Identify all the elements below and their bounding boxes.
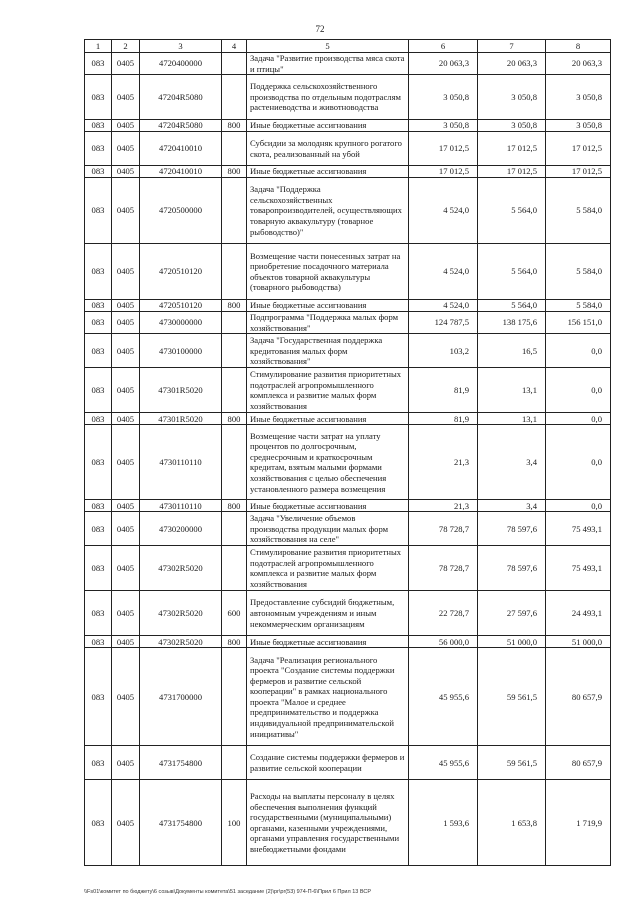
target-article-cell: 4720500000 [140, 178, 222, 244]
expense-type-cell: 800 [222, 636, 247, 648]
table-row [85, 53, 611, 75]
expense-type-cell [222, 512, 247, 546]
target-article-cell: 47301R5020 [140, 368, 222, 413]
section-code-cell: 0405 [112, 591, 140, 636]
expense-type-cell [222, 334, 247, 368]
section-code-cell: 0405 [112, 413, 140, 425]
amount-year-3-cell: 5 584,0 [546, 244, 611, 300]
admin-code-cell: 083 [85, 166, 112, 178]
expense-type-cell [222, 746, 247, 780]
admin-code-cell: 083 [85, 425, 112, 500]
admin-code-cell: 083 [85, 648, 112, 746]
amount-year-3-cell: 0,0 [546, 413, 611, 425]
expense-type-cell [222, 312, 247, 334]
section-code-cell: 0405 [112, 648, 140, 746]
amount-year-3-cell: 0,0 [546, 334, 611, 368]
admin-code-cell: 083 [85, 746, 112, 780]
admin-code-cell: 083 [85, 312, 112, 334]
expense-type-cell: 800 [222, 120, 247, 132]
target-article-cell: 4730110110 [140, 425, 222, 500]
table-row [85, 413, 611, 425]
table-row [85, 648, 611, 746]
section-code-cell: 0405 [112, 312, 140, 334]
admin-code-cell: 083 [85, 244, 112, 300]
table-row [85, 591, 611, 636]
description-cell: Задача "Государственная поддержка кредитования малых форм хозяйствования" [247, 334, 409, 368]
column-header-2: 2 [112, 40, 140, 53]
amount-year-2-cell: 5 564,0 [478, 178, 546, 244]
section-code-cell: 0405 [112, 780, 140, 866]
expense-type-cell: 800 [222, 166, 247, 178]
admin-code-cell: 083 [85, 178, 112, 244]
target-article-cell: 4730100000 [140, 334, 222, 368]
description-cell: Возмещение части понесенных затрат на приобретение посадочного материала объектов товарной аквакультуры (товарного рыбоводства) [247, 244, 409, 300]
amount-year-3-cell: 24 493,1 [546, 591, 611, 636]
section-code-cell: 0405 [112, 166, 140, 178]
amount-year-2-cell: 20 063,3 [478, 53, 546, 75]
section-code-cell: 0405 [112, 75, 140, 120]
amount-year-1-cell: 17 012,5 [409, 166, 478, 178]
amount-year-3-cell: 80 657,9 [546, 746, 611, 780]
admin-code-cell: 083 [85, 636, 112, 648]
admin-code-cell: 083 [85, 53, 112, 75]
amount-year-2-cell: 3,4 [478, 500, 546, 512]
description-cell: Иные бюджетные ассигнования [247, 120, 409, 132]
target-article-cell: 4720510120 [140, 300, 222, 312]
section-code-cell: 0405 [112, 334, 140, 368]
table-row [85, 500, 611, 512]
table-row [85, 120, 611, 132]
amount-year-1-cell: 22 728,7 [409, 591, 478, 636]
amount-year-2-cell: 5 564,0 [478, 300, 546, 312]
amount-year-2-cell: 78 597,6 [478, 512, 546, 546]
expense-type-cell [222, 132, 247, 166]
expense-type-cell [222, 244, 247, 300]
amount-year-3-cell: 5 584,0 [546, 178, 611, 244]
amount-year-2-cell: 17 012,5 [478, 132, 546, 166]
amount-year-3-cell: 75 493,1 [546, 512, 611, 546]
table-row [85, 244, 611, 300]
amount-year-1-cell: 56 000,0 [409, 636, 478, 648]
section-code-cell: 0405 [112, 546, 140, 591]
column-header-8: 8 [546, 40, 611, 53]
admin-code-cell: 083 [85, 132, 112, 166]
description-cell: Задача "Развитие производства мяса скота и птицы" [247, 53, 409, 75]
amount-year-1-cell: 78 728,7 [409, 546, 478, 591]
amount-year-2-cell: 59 561,5 [478, 746, 546, 780]
table-row [85, 300, 611, 312]
admin-code-cell: 083 [85, 512, 112, 546]
amount-year-1-cell: 45 955,6 [409, 746, 478, 780]
header-row [85, 40, 611, 53]
admin-code-cell: 083 [85, 546, 112, 591]
amount-year-2-cell: 3,4 [478, 425, 546, 500]
amount-year-1-cell: 21,3 [409, 425, 478, 500]
table-row [85, 132, 611, 166]
amount-year-2-cell: 27 597,6 [478, 591, 546, 636]
amount-year-1-cell: 3 050,8 [409, 75, 478, 120]
target-article-cell: 47302R5020 [140, 546, 222, 591]
description-cell: Задача "Увеличение объемов производства продукции малых форм хозяйствования на селе" [247, 512, 409, 546]
amount-year-3-cell: 3 050,8 [546, 75, 611, 120]
expense-type-cell [222, 53, 247, 75]
amount-year-1-cell: 45 955,6 [409, 648, 478, 746]
amount-year-1-cell: 3 050,8 [409, 120, 478, 132]
description-cell: Предоставление субсидий бюджетным, автономным учреждениям и иным некоммерческим организациям [247, 591, 409, 636]
description-cell: Расходы на выплаты персоналу в целях обеспечения выполнения функций государственными (муниципальными) органами, казенными учреждениями, органами управления государственными внебюджетными фондами [247, 780, 409, 866]
target-article-cell: 4720410010 [140, 166, 222, 178]
amount-year-2-cell: 16,5 [478, 334, 546, 368]
amount-year-1-cell: 81,9 [409, 413, 478, 425]
amount-year-1-cell: 124 787,5 [409, 312, 478, 334]
amount-year-2-cell: 138 175,6 [478, 312, 546, 334]
amount-year-2-cell: 59 561,5 [478, 648, 546, 746]
table-row [85, 780, 611, 866]
amount-year-2-cell: 17 012,5 [478, 166, 546, 178]
amount-year-1-cell: 103,2 [409, 334, 478, 368]
target-article-cell: 4731700000 [140, 648, 222, 746]
expense-type-cell: 800 [222, 300, 247, 312]
amount-year-3-cell: 0,0 [546, 500, 611, 512]
description-cell: Иные бюджетные ассигнования [247, 166, 409, 178]
description-cell: Стимулирование развития приоритетных подотраслей агропромышленного комплекса и развитие малых форм хозяйствования [247, 368, 409, 413]
amount-year-3-cell: 17 012,5 [546, 132, 611, 166]
amount-year-2-cell: 1 653,8 [478, 780, 546, 866]
amount-year-2-cell: 51 000,0 [478, 636, 546, 648]
column-header-4: 4 [222, 40, 247, 53]
amount-year-1-cell: 4 524,0 [409, 244, 478, 300]
section-code-cell: 0405 [112, 368, 140, 413]
amount-year-3-cell: 17 012,5 [546, 166, 611, 178]
expense-type-cell: 800 [222, 413, 247, 425]
amount-year-3-cell: 0,0 [546, 368, 611, 413]
amount-year-1-cell: 81,9 [409, 368, 478, 413]
expense-type-cell: 800 [222, 500, 247, 512]
target-article-cell: 47204R5080 [140, 75, 222, 120]
admin-code-cell: 083 [85, 500, 112, 512]
target-article-cell: 47302R5020 [140, 636, 222, 648]
amount-year-2-cell: 5 564,0 [478, 244, 546, 300]
target-article-cell: 4730200000 [140, 512, 222, 546]
expense-type-cell: 100 [222, 780, 247, 866]
section-code-cell: 0405 [112, 636, 140, 648]
description-cell: Стимулирование развития приоритетных подотраслей агропромышленного комплекса и развитие малых форм хозяйствования [247, 546, 409, 591]
section-code-cell: 0405 [112, 53, 140, 75]
table-row [85, 425, 611, 500]
amount-year-3-cell: 80 657,9 [546, 648, 611, 746]
description-cell: Создание системы поддержки фермеров и развитие сельской кооперации [247, 746, 409, 780]
column-header-7: 7 [478, 40, 546, 53]
admin-code-cell: 083 [85, 413, 112, 425]
column-header-1: 1 [85, 40, 112, 53]
expense-type-cell: 600 [222, 591, 247, 636]
amount-year-2-cell: 13,1 [478, 413, 546, 425]
target-article-cell: 47302R5020 [140, 591, 222, 636]
table-row [85, 312, 611, 334]
target-article-cell: 4720400000 [140, 53, 222, 75]
admin-code-cell: 083 [85, 368, 112, 413]
description-cell: Иные бюджетные ассигнования [247, 636, 409, 648]
description-cell: Иные бюджетные ассигнования [247, 300, 409, 312]
amount-year-3-cell: 20 063,3 [546, 53, 611, 75]
amount-year-1-cell: 20 063,3 [409, 53, 478, 75]
description-cell: Иные бюджетные ассигнования [247, 500, 409, 512]
target-article-cell: 4720510120 [140, 244, 222, 300]
amount-year-1-cell: 17 012,5 [409, 132, 478, 166]
expense-type-cell [222, 546, 247, 591]
table-row [85, 512, 611, 546]
expense-type-cell [222, 648, 247, 746]
section-code-cell: 0405 [112, 746, 140, 780]
target-article-cell: 47204R5080 [140, 120, 222, 132]
amount-year-1-cell: 4 524,0 [409, 300, 478, 312]
column-header-6: 6 [409, 40, 478, 53]
admin-code-cell: 083 [85, 75, 112, 120]
admin-code-cell: 083 [85, 300, 112, 312]
target-article-cell: 47301R5020 [140, 413, 222, 425]
description-cell: Возмещение части затрат на уплату процентов по долгосрочным, среднесрочным и краткосрочным кредитам, взятым малыми формами хозяйствования с целью обеспечения установленного размера возмещения [247, 425, 409, 500]
table-row [85, 746, 611, 780]
table-row [85, 546, 611, 591]
table-row [85, 368, 611, 413]
expense-type-cell [222, 368, 247, 413]
section-code-cell: 0405 [112, 500, 140, 512]
column-header-5: 5 [247, 40, 409, 53]
amount-year-3-cell: 3 050,8 [546, 120, 611, 132]
section-code-cell: 0405 [112, 132, 140, 166]
amount-year-1-cell: 4 524,0 [409, 178, 478, 244]
admin-code-cell: 083 [85, 591, 112, 636]
amount-year-3-cell: 51 000,0 [546, 636, 611, 648]
section-code-cell: 0405 [112, 425, 140, 500]
description-cell: Подпрограмма "Поддержка малых форм хозяйствования" [247, 312, 409, 334]
amount-year-1-cell: 78 728,7 [409, 512, 478, 546]
target-article-cell: 4731754800 [140, 780, 222, 866]
section-code-cell: 0405 [112, 512, 140, 546]
description-cell: Субсидии за молодняк крупного рогатого скота, реализованный на убой [247, 132, 409, 166]
amount-year-3-cell: 75 493,1 [546, 546, 611, 591]
admin-code-cell: 083 [85, 334, 112, 368]
footer-file-path: \\Fs01\комитет по бюджету\6 созыв\Документы комитета\51 заседание (2)\pr\pr(53) 974-П-6\Прил 6 Прил 13 ВСР [84, 889, 372, 895]
budget-table [84, 39, 611, 866]
page-number: 72 [315, 24, 325, 34]
table-row [85, 636, 611, 648]
amount-year-3-cell: 156 151,0 [546, 312, 611, 334]
description-cell: Поддержка сельскохозяйственного производства по отдельным подотраслям растениеводства и животноводства [247, 75, 409, 120]
amount-year-2-cell: 3 050,8 [478, 75, 546, 120]
section-code-cell: 0405 [112, 178, 140, 244]
section-code-cell: 0405 [112, 120, 140, 132]
column-header-3: 3 [140, 40, 222, 53]
table-row [85, 334, 611, 368]
target-article-cell: 4731754800 [140, 746, 222, 780]
admin-code-cell: 083 [85, 780, 112, 866]
amount-year-3-cell: 5 584,0 [546, 300, 611, 312]
expense-type-cell [222, 425, 247, 500]
target-article-cell: 4730000000 [140, 312, 222, 334]
table-row [85, 75, 611, 120]
target-article-cell: 4730110110 [140, 500, 222, 512]
amount-year-1-cell: 1 593,6 [409, 780, 478, 866]
amount-year-1-cell: 21,3 [409, 500, 478, 512]
description-cell: Задача "Реализация регионального проекта "Создание системы поддержки фермеров и развитие сельской кооперации" в рамках национального проекта "Малое и среднее предпринимательство и поддержка индивидуальной предпринимательской инициативы" [247, 648, 409, 746]
admin-code-cell: 083 [85, 120, 112, 132]
amount-year-2-cell: 3 050,8 [478, 120, 546, 132]
amount-year-3-cell: 0,0 [546, 425, 611, 500]
amount-year-3-cell: 1 719,9 [546, 780, 611, 866]
target-article-cell: 4720410010 [140, 132, 222, 166]
table-row [85, 178, 611, 244]
expense-type-cell [222, 75, 247, 120]
description-cell: Задача "Поддержка сельскохозяйственных товаропроизводителей, осуществляющих товарную аквакультуру (товарное рыбоводство)" [247, 178, 409, 244]
amount-year-2-cell: 13,1 [478, 368, 546, 413]
expense-type-cell [222, 178, 247, 244]
amount-year-2-cell: 78 597,6 [478, 546, 546, 591]
section-code-cell: 0405 [112, 300, 140, 312]
description-cell: Иные бюджетные ассигнования [247, 413, 409, 425]
table-row [85, 166, 611, 178]
section-code-cell: 0405 [112, 244, 140, 300]
